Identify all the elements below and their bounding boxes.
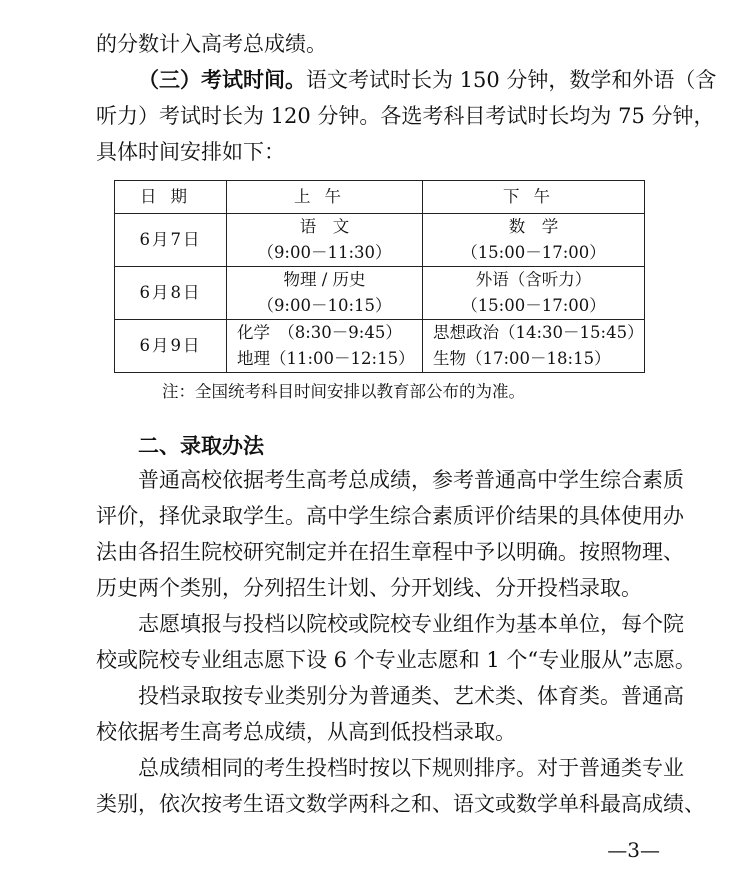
header-morning: 上午	[227, 181, 423, 214]
paragraph-line: 校或院校专业组志愿下设 6 个专业志愿和 1 个“专业服从”志愿。	[96, 648, 696, 672]
subject-label: 语 文	[299, 217, 350, 236]
time-label: （9:00－11:30）	[257, 243, 392, 262]
table-header-row	[115, 181, 645, 214]
page-number: —3—	[607, 838, 660, 862]
paragraph-line: 历史两个类别，分列招生计划、分开划线、分开投档录取。	[96, 576, 642, 600]
paragraph-line: 类别，依次按考生语文数学两科之和、语文或数学单科最高成绩、	[96, 792, 705, 816]
table-row	[115, 214, 645, 267]
header-date: 日期	[115, 181, 227, 214]
time-label: （15:00－17:00）	[461, 243, 606, 262]
afternoon-cell	[423, 214, 645, 267]
text-line: 具体时间安排如下：	[96, 140, 285, 164]
section-heading: 二、录取办法	[138, 433, 264, 458]
subject-label: 数 学	[508, 217, 559, 236]
table-row	[115, 320, 645, 373]
subject-label: 物理 / 历史	[283, 270, 366, 289]
subject-time-label: 地理（11:00－12:15）	[237, 349, 415, 368]
date-cell: 6月7日	[115, 214, 227, 267]
exam-time-line	[138, 66, 716, 94]
time-label: （9:00－10:15）	[257, 296, 392, 315]
text-fragment: 语文考试时长为 150 分钟，数学和外语（含	[306, 68, 717, 92]
subject-time-label: 思想政治（14:30－15:45）	[433, 323, 644, 342]
header-afternoon: 下午	[423, 181, 645, 214]
paragraph-line: 投档录取按专业类别分为普通类、艺术类、体育类。普通高	[138, 684, 684, 708]
subject-label: 外语（含听力）	[475, 270, 592, 289]
subject-time-label: 化学 （8:30－9:45）	[237, 323, 402, 342]
morning-cell	[227, 214, 423, 267]
date-cell: 6月9日	[115, 320, 227, 373]
paragraph-line: 法由各招生院校研究制定并在招生章程中予以明确。按照物理、	[96, 540, 684, 564]
paragraph-line: 校依据考生高考总成绩，从高到低投档录取。	[96, 720, 516, 744]
paragraph-line: 总成绩相同的考生投档时按以下规则排序。对于普通类专业	[138, 756, 684, 780]
afternoon-cell	[423, 320, 645, 373]
morning-cell	[227, 320, 423, 373]
morning-cell	[227, 267, 423, 320]
table-row	[115, 267, 645, 320]
paragraph-line: 志愿填报与投档以院校或院校专业组作为基本单位，每个院	[138, 612, 684, 636]
subheading-exam-time: （三）考试时间。	[138, 67, 306, 92]
time-label: （15:00－17:00）	[461, 296, 606, 315]
subject-time-label: 生物（17:00－18:15）	[433, 349, 611, 368]
afternoon-cell	[423, 267, 645, 320]
text-line: 听力）考试时长为 120 分钟。各选考科目考试时长均为 75 分钟，	[96, 104, 715, 128]
paragraph-line: 评价，择优录取学生。高中学生综合素质评价结果的具体使用办	[96, 504, 684, 528]
paragraph-line: 普通高校依据考生高考总成绩，参考普通高中学生综合素质	[138, 468, 684, 492]
text-line: 的分数计入高考总成绩。	[96, 32, 327, 56]
date-cell: 6月8日	[115, 267, 227, 320]
table-note: 注：全国统考科目时间安排以教育部公布的为准。	[162, 382, 525, 401]
exam-schedule-table	[114, 180, 645, 373]
